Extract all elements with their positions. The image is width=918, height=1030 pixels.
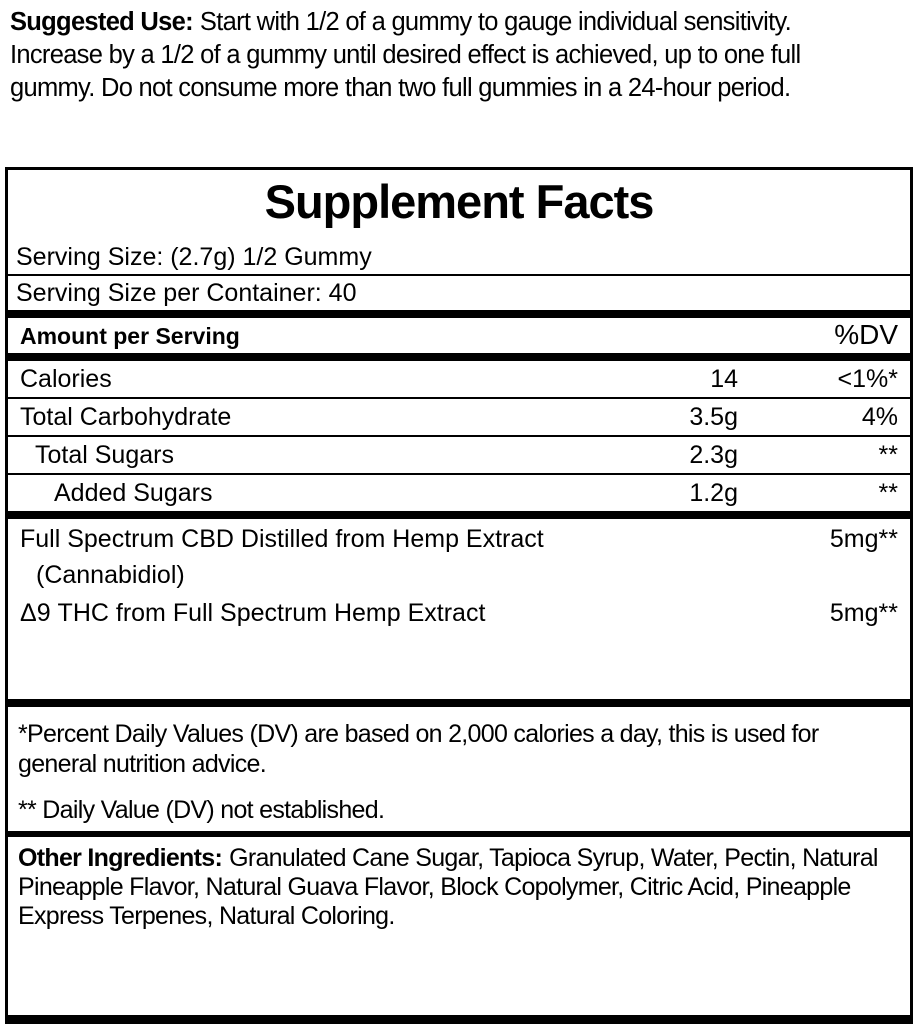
panel-title: Supplement Facts	[264, 175, 654, 228]
suggested-use-paragraph	[10, 6, 908, 105]
divider-thick	[8, 353, 910, 361]
active-amount: 5mg**	[829, 599, 898, 627]
suggested-use-line-2: Increase by a 1/2 of a gummy until desired effect is achieved, up to one full	[10, 41, 801, 69]
other-ingredients-label: Other Ingredients:	[18, 844, 223, 872]
divider-thick	[8, 699, 910, 707]
active-amount: 5mg**	[829, 525, 898, 553]
nutrient-amount: 3.5g	[689, 403, 738, 431]
nutrient-row-added-sugars	[8, 475, 910, 511]
nutrient-amount: 1.2g	[689, 479, 738, 507]
other-ingredients-section	[8, 837, 910, 938]
supplement-facts-panel	[5, 167, 913, 1024]
active-subname-cannabidiol: (Cannabidiol)	[36, 561, 185, 589]
nutrient-name: Added Sugars	[54, 479, 213, 507]
nutrient-name: Total Sugars	[35, 441, 174, 469]
divider-thick	[8, 310, 910, 318]
supplement-label-page	[0, 6, 918, 1030]
servings-per-container: Serving Size per Container: 40	[16, 279, 357, 307]
nutrient-name: Total Carbohydrate	[20, 403, 232, 431]
nutrient-name: Calories	[20, 365, 112, 393]
nutrient-dv: **	[878, 479, 898, 507]
other-ingredients-text-1: Granulated Cane Sugar, Tapioca Syrup, Water, Pectin, Natural	[229, 844, 878, 872]
nutrient-dv: **	[878, 441, 898, 469]
other-ingredients-line-3: Express Terpenes, Natural Coloring.	[18, 902, 395, 930]
suggested-use-line-3: gummy. Do not consume more than two full gummies in a 24-hour period.	[10, 74, 791, 102]
nutrient-amount: 2.3g	[689, 441, 738, 469]
column-header-row	[8, 318, 910, 353]
active-ingredients-section	[8, 519, 910, 699]
dv-footnote-line-1: *Percent Daily Values (DV) are based on 2,000 calories a day, this is used for	[18, 720, 819, 748]
other-ingredients-line-2: Pineapple Flavor, Natural Guava Flavor, Block Copolymer, Citric Acid, Pineapple	[18, 873, 851, 901]
suggested-use-label: Suggested Use:	[10, 8, 193, 36]
footnotes-section	[8, 707, 910, 831]
percent-dv-header: %DV	[834, 319, 898, 350]
nutrient-dv: 4%	[861, 403, 898, 431]
active-row-thc	[20, 599, 898, 627]
other-ingredients-line-1	[18, 844, 900, 873]
active-row-cbd	[20, 525, 898, 553]
divider-thick	[8, 511, 910, 519]
suggested-use-line-1	[10, 6, 908, 39]
dv-not-established-footnote: ** Daily Value (DV) not established.	[18, 796, 385, 824]
amount-per-serving-header: Amount per Serving	[20, 323, 240, 349]
nutrient-amount: 14	[710, 365, 738, 393]
nutrient-row-total-carbohydrate	[8, 399, 910, 437]
dv-footnote-line-2: general nutrition advice.	[18, 750, 266, 778]
nutrient-row-calories	[8, 361, 910, 399]
active-name: Full Spectrum CBD Distilled from Hemp Extract	[20, 525, 544, 553]
nutrient-row-total-sugars	[8, 437, 910, 475]
nutrient-dv: <1%*	[837, 365, 898, 393]
suggested-use-text-1: Start with 1/2 of a gummy to gauge individual sensitivity.	[199, 8, 791, 36]
active-name: Δ9 THC from Full Spectrum Hemp Extract	[20, 599, 486, 627]
serving-size: Serving Size: (2.7g) 1/2 Gummy	[8, 240, 910, 276]
